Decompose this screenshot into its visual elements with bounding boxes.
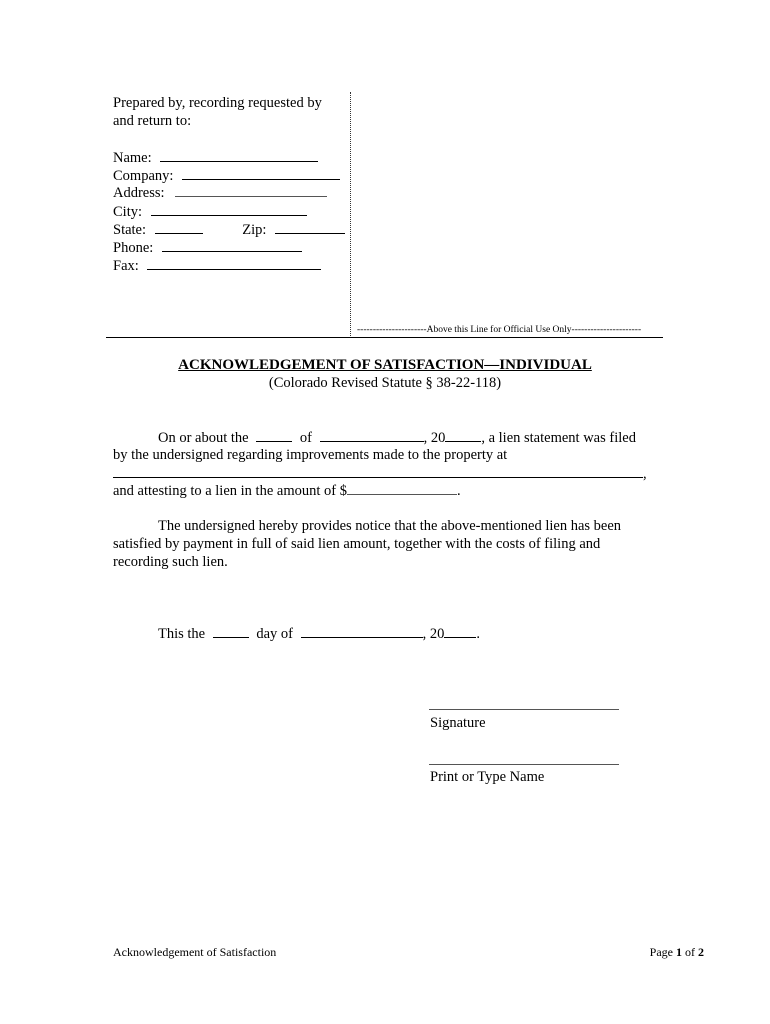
recording-area-divider [350, 92, 351, 338]
city-blank[interactable] [151, 202, 307, 216]
para1-comma: , [643, 466, 647, 482]
page-number [588, 945, 704, 960]
para1-text-a: On or about the [158, 430, 249, 446]
official-use-line [106, 337, 663, 338]
state-zip-row [113, 220, 345, 238]
para1-line3 [113, 464, 647, 483]
filing-month-blank[interactable] [320, 428, 424, 442]
city-row [113, 202, 307, 220]
print-name-line[interactable] [429, 764, 619, 765]
para1-line2: by the undersigned regarding improvements made to the property at [113, 447, 508, 463]
document-title-text: ACKNOWLEDGEMENT OF SATISFACTION—INDIVIDUAL [178, 357, 592, 373]
address-label: Address: [113, 185, 165, 201]
address-blank[interactable] [175, 184, 327, 197]
date-day-blank[interactable] [213, 624, 249, 638]
filing-day-blank[interactable] [256, 428, 292, 442]
print-name-label: Print or Type Name [430, 769, 545, 785]
date-month-blank[interactable] [301, 624, 423, 638]
date-text-b: day of [256, 626, 294, 642]
signature-line[interactable] [429, 709, 619, 710]
phone-label: Phone: [113, 240, 154, 256]
company-row [113, 166, 340, 184]
fax-label: Fax: [113, 258, 139, 274]
para1-text-b: of [299, 430, 312, 446]
page-of: of [682, 945, 698, 959]
date-text-a: This the [158, 626, 206, 642]
prepared-by-block [113, 94, 353, 130]
official-use-notice: ----------------------Above this Line for Official Use Only---------------------- [357, 325, 642, 335]
document-subtitle: (Colorado Revised Statute § 38-22-118) [268, 375, 502, 391]
property-address-blank[interactable] [113, 464, 643, 478]
date-text-c: , 20 [422, 626, 445, 642]
fax-blank[interactable] [147, 256, 321, 270]
para1-line4 [113, 482, 461, 500]
date-text-d: . [476, 626, 481, 642]
para1-line1 [158, 428, 636, 447]
signature-label: Signature [430, 715, 486, 731]
phone-row [113, 238, 302, 256]
company-blank[interactable] [182, 166, 340, 180]
page-current: 1 [676, 945, 682, 959]
state-blank[interactable] [155, 220, 203, 234]
name-blank[interactable] [160, 148, 318, 162]
lien-amount-label: and attesting to a lien in the amount of $ [113, 483, 347, 499]
page-prefix: Page [649, 945, 676, 959]
document-title [0, 357, 770, 374]
para1-period: . [456, 483, 461, 499]
date-year-blank[interactable] [444, 624, 476, 638]
page-total: 2 [698, 945, 704, 959]
state-label: State: [113, 222, 147, 238]
filing-year-blank[interactable] [445, 428, 481, 442]
para2-line1: The undersigned hereby provides notice that the above-mentioned lien has been [158, 518, 622, 534]
para1-text-d: , a lien statement was filed [481, 430, 636, 446]
para1-text-c: , 20 [423, 430, 446, 446]
lien-amount-blank[interactable] [347, 482, 457, 495]
para2-line2: satisfied by payment in full of said lien amount, together with the costs of filing and [113, 536, 601, 552]
address-row [113, 184, 327, 202]
footer-title: Acknowledgement of Satisfaction [113, 945, 277, 959]
zip-label: Zip: [242, 222, 267, 238]
name-label: Name: [113, 150, 152, 166]
para2-line3: recording such lien. [113, 554, 228, 570]
company-label: Company: [113, 168, 174, 184]
date-line [158, 624, 480, 643]
zip-blank[interactable] [275, 220, 345, 234]
prepared-by-line1: Prepared by, recording requested by [113, 95, 322, 111]
city-label: City: [113, 204, 143, 220]
fax-row [113, 256, 321, 274]
phone-blank[interactable] [162, 238, 302, 252]
name-row [113, 148, 318, 166]
prepared-by-line2: and return to: [113, 113, 192, 129]
